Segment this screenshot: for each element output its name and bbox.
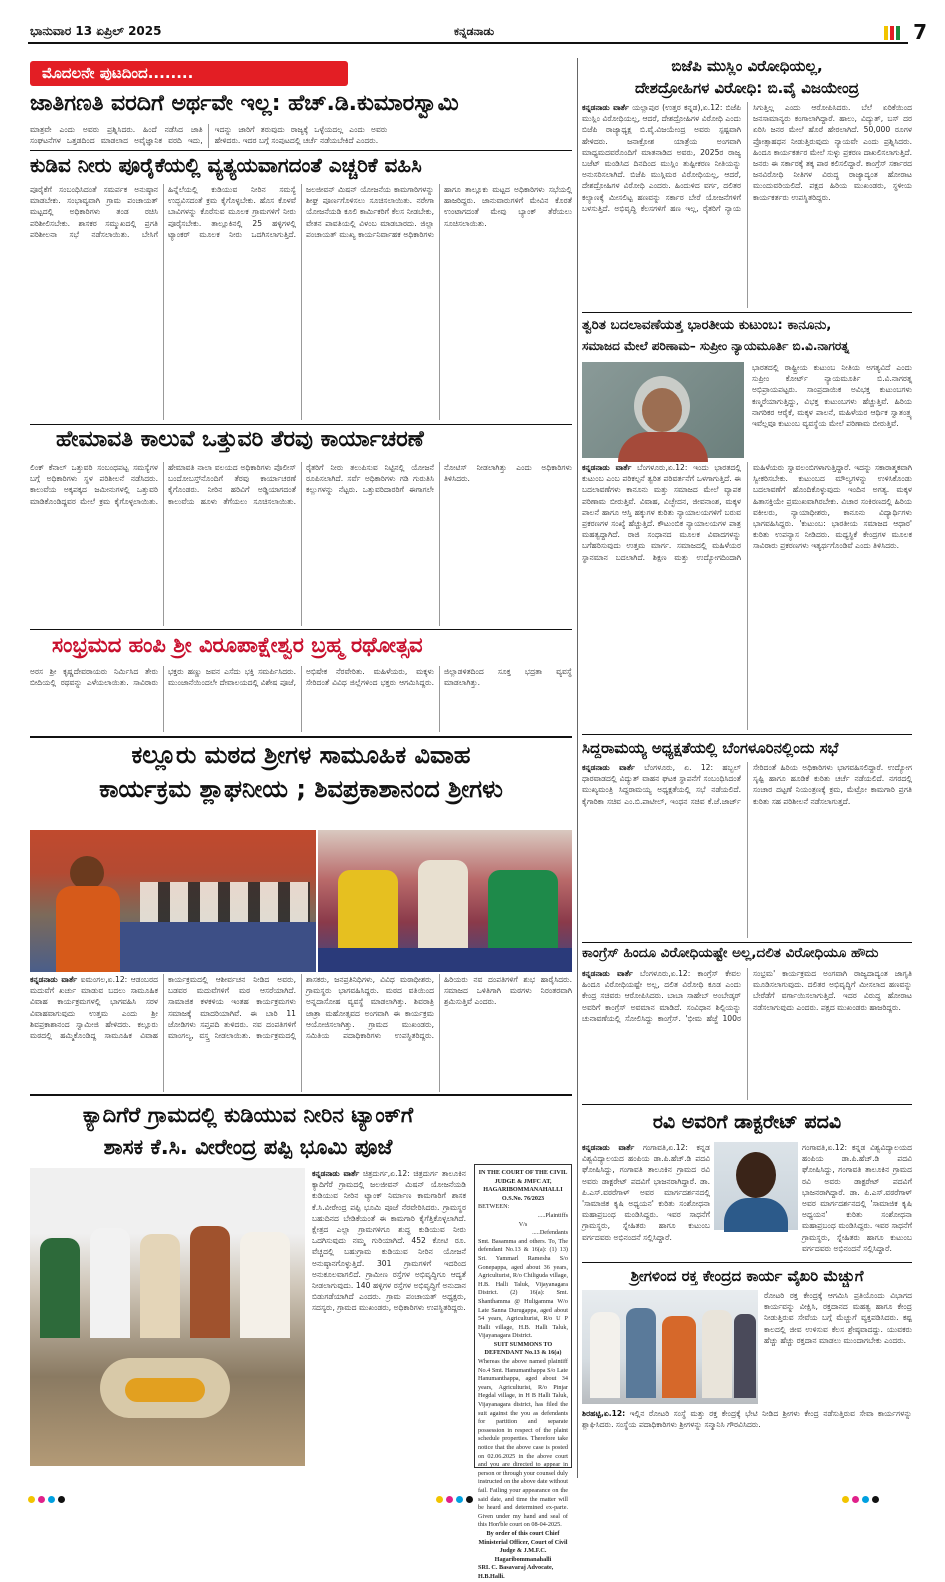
body-kalluru: ಕನ್ನಡನಾಡು ವಾರ್ತೆ ಐಮಂಗಲ,ಏ.12: ಆಡಂಬರದ ಮದುವೆಗೆ ಖರ್ಚು ಮಾಡುವ ಬದಲು ಸಾಮೂಹಿಕ ವಿವಾಹ ಕಾರ್ಯಕ್ರಮಗಳಲ್ಲಿ ಭಾಗವಹಿಸಿ ಸರಳ ವಿವಾಹವಾಗುವುದು ಉತ್ತಮ ಎಂದು ಶ್ರೀ ಶಿವಪ್ರಕಾಶಾನಂದ ಸ್ವಾಮೀಜಿ ಹೇಳಿದರು. ಕಲ್ಲೂರು ಮಠದಲ್ಲಿ ಹಮ್ಮಿಕೊಂಡಿದ್ದ ಸಾಮೂಹಿಕ ವಿವಾಹ ಕಾರ್ಯಕ್ರಮದಲ್ಲಿ ಆಶೀರ್ವಚನ ನೀಡಿದ ಅವರು, ಬಡವರ ಮದುವೆಗಳಿಗೆ ಮಠ ಆಸರೆಯಾಗಿದೆ. ಸಾಮಾಜಿಕ ಕಳಕಳಿಯ ಇಂತಹ ಕಾರ್ಯಕ್ರಮಗಳು ಸಮಾಜಕ್ಕೆ ಮಾದರಿಯಾಗಿವೆ. ಈ ಬಾರಿ 11 ಜೋಡಿಗಳು ಸಪ್ತಪದಿ ತುಳಿದರು. ನವ ದಂಪತಿಗಳಿಗೆ ಮಾಂಗಲ್ಯ, ವಸ್ತ್ರ ನೀಡಲಾಯಿತು. ಕಾರ್ಯಕ್ರಮದಲ್ಲಿ ಶಾಸಕರು, ಜನಪ್ರತಿನಿಧಿಗಳು, ವಿವಿಧ ಮಠಾಧೀಶರು, ಗ್ರಾಮಸ್ಥರು ಭಾಗವಹಿಸಿದ್ದರು. ಮಠದ ವತಿಯಿಂದ ಅನ್ನದಾಸೋಹ ವ್ಯವಸ್ಥೆ ಮಾಡಲಾಗಿತ್ತು. ಶಿವರಾತ್ರಿ ಜಾತ್ರಾ ಮಹೋತ್ಸವದ ಅಂಗವಾಗಿ ಈ ಕಾರ್ಯಕ್ರಮ ಆಯೋಜಿಸಲಾಗಿತ್ತು. ಗ್ರಾಮದ ಮುಖಂಡರು, ಸಮಿತಿಯ ಪದಾಧಿಕಾರಿಗಳು ಉಪಸ್ಥಿತರಿದ್ದರು. ಹಿರಿಯರು ನವ ದಂಪತಿಗಳಿಗೆ ಶುಭ ಹಾರೈಸಿದರು. ಸಮಾಜದ ಒಳಿತಿಗಾಗಿ ಮಠಗಳು ನಿರಂತರವಾಗಿ ಶ್ರಮಿಸುತ್ತಿವೆ ಎಂದರು. bbox=[30, 975, 572, 1041]
byline-bjp: ಕನ್ನಡನಾಡು ವಾರ್ತೆ bbox=[582, 103, 629, 112]
rule bbox=[30, 1094, 572, 1096]
headline-kalluru-line2: ಕಾರ್ಯಕ್ರಮ ಶ್ಲಾಘನೀಯ ; ಶಿವಪ್ರಕಾಶಾನಂದ ಶ್ರೀಗಳು bbox=[99, 775, 503, 803]
page-tab-stripes bbox=[884, 26, 912, 40]
body-bjp: ಕನ್ನಡನಾಡು ವಾರ್ತೆ ಯಲ್ಲಾಪುರ (ಉತ್ತರ ಕನ್ನಡ),ಏ.12: ಬಿಜೆಪಿ ಮುಸ್ಲಿಂ ವಿರೋಧಿಯಲ್ಲ, ಆದರೆ, ದೇಶದ್ರೋಹಿಗಳ ವಿರೋಧಿ ಎಂದು ಬಿಜೆಪಿ ರಾಜ್ಯಾಧ್ಯಕ್ಷ ಬಿ.ವೈ.ವಿಜಯೇಂದ್ರ ಅವರು ಸ್ಪಷ್ಟವಾಗಿ ಹೇಳಿದರು. ಜನಾಕ್ರೋಶ ಯಾತ್ರೆಯ ಅಂಗವಾಗಿ ಮಾಧ್ಯಮದವರೊಂದಿಗೆ ಮಾತನಾಡಿದ ಅವರು, 2025ರ ರಾಜ್ಯ ಬಜೆಟ್ ಮಂಡಿಸಿದ ದಿನದಿಂದ ಮುಸ್ಲಿಂ ತುಷ್ಟೀಕರಣ ನೀತಿಯನ್ನು ಅನುಸರಿಸಲಾಗಿದೆ. ಬಿಜೆಪಿ ಮುಸ್ಲಿಮರ ವಿರೋಧಿಯಲ್ಲ, ಆದರೆ, ದೇಶದ್ರೋಹಿಗಳ ವಿರೋಧಿ ಎಂದರು. ಹಿಂದುಳಿದ ವರ್ಗ, ದಲಿತರ ಕಲ್ಯಾಣಕ್ಕೆ ಮೀಸಲಿಟ್ಟ ಹಣವನ್ನು ಸರ್ಕಾರ ಬೇರೆ ಯೋಜನೆಗಳಿಗೆ ಬಳಸುತ್ತಿದೆ. ಅಭಿವೃದ್ಧಿ ಕೆಲಸಗಳಿಗೆ ಹಣ ಇಲ್ಲ, ರೈತರಿಗೆ ನ್ಯಾಯ ಸಿಗುತ್ತಿಲ್ಲ ಎಂದು ಆರೋಪಿಸಿದರು. ಬೆಲೆ ಏರಿಕೆಯಿಂದ ಜನಸಾಮಾನ್ಯರು ಕಂಗಾಲಾಗಿದ್ದಾರೆ. ಹಾಲು, ವಿದ್ಯುತ್, ಬಸ್ ದರ ಏರಿಸಿ ಜನರ ಮೇಲೆ ಹೊರೆ ಹೇರಲಾಗಿದೆ. 50,000 ರೂಗಳ ಪ್ರೋತ್ಸಾಹಧನ ನೀಡುತ್ತಿರುವುದು ನ್ಯಾಯವೇ ಎಂದು ಪ್ರಶ್ನಿಸಿದರು. ಹಿಂದೂ ಕಾರ್ಯಕರ್ತರ ಮೇಲೆ ಸುಳ್ಳು ಪ್ರಕರಣ ದಾಖಲಿಸಲಾಗುತ್ತಿದೆ. ಜನರು ಈ ಸರ್ಕಾರಕ್ಕೆ ತಕ್ಕ ಪಾಠ ಕಲಿಸಲಿದ್ದಾರೆ. ಕಾಂಗ್ರೆಸ್ ಸರ್ಕಾರದ ಜನವಿರೋಧಿ ನೀತಿಗಳ ವಿರುದ್ಧ ರಾಜ್ಯಾದ್ಯಂತ ಹೋರಾಟ ಮುಂದುವರಿಯಲಿದೆ. ಪಕ್ಷದ ಹಿರಿಯ ಮುಖಂಡರು, ಸ್ಥಳೀಯ ಕಾರ್ಯಕರ್ತರು ಉಪಸ್ಥಿತರಿದ್ದರು. bbox=[582, 103, 912, 213]
photo-seer-speaking bbox=[30, 830, 316, 972]
rule bbox=[582, 734, 912, 735]
body-family-right: ಭಾರತದಲ್ಲಿ ರಾಷ್ಟ್ರೀಯ ಕುಟುಂಬ ನೀತಿಯ ಅಗತ್ಯವಿದೆ ಎಂದು ಸುಪ್ರೀಂ ಕೋರ್ಟ್ ನ್ಯಾಯಮೂರ್ತಿ ಬಿ.ವಿ.ನಾಗರತ್ನ ಅಭಿಪ್ರಾಯಪಟ್ಟರು. ಸಾಂಪ್ರದಾಯಿಕ ಅವಿಭಕ್ತ ಕುಟುಂಬಗಳು ಕಣ್ಮರೆಯಾಗುತ್ತಿದ್ದು, ವಿಭಕ್ತ ಕುಟುಂಬಗಳು ಹೆಚ್ಚುತ್ತಿವೆ. ಹಿರಿಯ ನಾಗರಿಕರ ಆರೈಕೆ, ಮಕ್ಕಳ ಪಾಲನೆ, ಮಹಿಳೆಯರ ಆರ್ಥಿಕ ಸ್ವಾತಂತ್ರ್ಯ ಇವೆಲ್ಲವೂ ಕುಟುಂಬ ವ್ಯವಸ್ಥೆಯ ಮೇಲೆ ಪರಿಣಾಮ ಬೀರುತ್ತಿವೆ. bbox=[752, 363, 912, 429]
court-case-number: O.S.No. 76/2023 bbox=[501, 1194, 545, 1202]
body-blood-bank-bottom: ಶಿರಹಟ್ಟಿ,ಏ.12: ಇಲ್ಲಿನ ರೋಟರಿ ಸಂಸ್ಥೆ ಮತ್ತು ರಕ್ತ ಕೇಂದ್ರಕ್ಕೆ ಭೇಟಿ ನೀಡಿದ ಶ್ರೀಗಳು ಕೇಂದ್ರ ನಡೆಸುತ್ತಿರುವ ಸೇವಾ ಕಾರ್ಯಗಳನ್ನು ಶ್ಲಾಘಿಸಿದರು. ಸಂಸ್ಥೆಯ ಪದಾಧಿಕಾರಿಗಳು ಶ್ರೀಗಳನ್ನು ಸನ್ಮಾನಿಸಿ ಗೌರವಿಸಿದರು. bbox=[582, 1409, 912, 1430]
headline-kyadigere-line2: ಶಾಸಕ ಕೆ.ಸಿ. ವೀರೇಂದ್ರ ಪಪ್ಪಿ ಭೂಮಿ ಪೂಜೆ bbox=[103, 1135, 393, 1159]
headline-family-line2: ಸಮಾಜದ ಮೇಲೆ ಪರಿಣಾಮ– ಸುಪ್ರೀಂ ನ್ಯಾಯಮೂರ್ತಿ ಬಿ.ವಿ.ನಾಗರತ್ನ bbox=[582, 339, 850, 353]
headline-ravi: ರವಿ ಅವರಿಗೆ ಡಾಕ್ಟರೇಟ್ ಪದವಿ bbox=[652, 1111, 842, 1133]
issue-date: ಭಾನುವಾರ 13 ಏಪ್ರಿಲ್ 2025 bbox=[30, 24, 162, 38]
byline-congress: ಕನ್ನಡನಾಡು ವಾರ್ತೆ bbox=[582, 969, 633, 978]
court-body: Smt. Basamma and others. To, The defendant No.13 & 16(a): (1) 13) Sri. Yammarl Ramesha S/o Gonepappa, aged about 36 years, Agriculturist, R/o Chiliguda village, H.B. Halli Taluk, Vijayanagara District. (2) 16(a): Smt. Shanthamma @ Huligamma W/o Late Sanna Durugappa, aged about 54 years, Agriculturist, R/o U P Halli village, H.B. Halli Taluk, Vijayanagara District. bbox=[478, 1237, 568, 1340]
page-number: 7 bbox=[913, 20, 927, 44]
body-congress: ಕನ್ನಡನಾಡು ವಾರ್ತೆ ಬೆಂಗಳೂರು,ಏ.12: ಕಾಂಗ್ರೆಸ್ ಕೇವಲ ಹಿಂದೂ ವಿರೋಧಿಯಷ್ಟೇ ಅಲ್ಲ, ದಲಿತ ವಿರೋಧಿ ಕೂಡ ಎಂದು ಕೇಂದ್ರ ಸಚಿವರು ಆರೋಪಿಸಿದರು. ಬಾಬಾ ಸಾಹೇಬ್ ಅಂಬೇಡ್ಕರ್ ಅವರಿಗೆ ಕಾಂಗ್ರೆಸ್ ಅವಮಾನ ಮಾಡಿದೆ. ಸಂವಿಧಾನ ಶಿಲ್ಪಿಯನ್ನು ಚುನಾವಣೆಯಲ್ಲಿ ಸೋಲಿಸಿದ್ದು ಕಾಂಗ್ರೆಸ್. 'ಭೀಮ ಹೆಜ್ಜೆ 100ರ ಸಂಭ್ರಮ' ಕಾರ್ಯಕ್ರಮದ ಅಂಗವಾಗಿ ರಾಜ್ಯದಾದ್ಯಂತ ಜಾಗೃತಿ ಮೂಡಿಸಲಾಗುವುದು. ದಲಿತರ ಅಭಿವೃದ್ಧಿಗೆ ಮೀಸಲಾದ ಹಣವನ್ನು ಬೇರೆಡೆಗೆ ವರ್ಗಾಯಿಸಲಾಗುತ್ತಿದೆ. ಇದರ ವಿರುದ್ಧ ಹೋರಾಟ ನಡೆಸಲಾಗುವುದು ಎಂದರು. ಪಕ್ಷದ ಮುಖಂಡರು ಹಾಜರಿದ್ದರು. bbox=[582, 969, 912, 1023]
body-kumaraswamy: ಮಾತ್ರವೇ ಎಂದು ಅವರು ಪ್ರಶ್ನಿಸಿದರು. ಹಿಂದೆ ನಡೆಸಿದ ಜಾತಿ ಸಂಘಟನೆಗಳ ಒತ್ತಡದಿಂದ ಮಾಡಲಾದ ಅವೈಜ್ಞಾನಿಕ ವರದಿ ಇದು, ಇದನ್ನು ಜಾರಿಗೆ ತರುವುದು ರಾಜ್ಯಕ್ಕೆ ಒಳ್ಳೆಯದಲ್ಲ ಎಂದು ಅವರು ಹೇಳಿದರು. ಇದರ ಬಗ್ಗೆ ಸಂಪುಟದಲ್ಲಿ ಚರ್ಚೆ ನಡೆಯಬೇಕಿದೆ ಎಂದರು. bbox=[30, 125, 388, 146]
headline-hampi: ಸಂಭ್ರಮದ ಹಂಪಿ ಶ್ರೀ ವಿರೂಪಾಕ್ಷೇಶ್ವರ ಬ್ರಹ್ಮ ರಥೋತ್ಸವ bbox=[52, 633, 423, 657]
byline-siddaramaiah: ಕನ್ನಡನಾಡು ವಾರ್ತೆ bbox=[582, 763, 635, 772]
byline-family: ಕನ್ನಡನಾಡು ವಾರ್ತೆ bbox=[582, 463, 632, 472]
body-siddaramaiah: ಕನ್ನಡನಾಡು ವಾರ್ತೆ ಬೆಂಗಳೂರು, ಏ. 12: ಹಬ್ಬಲ್ ಧಾರವಾಡದಲ್ಲಿ ವಿದ್ಯುತ್ ವಾಹನ ಘಟಕ ಸ್ಥಾಪನೆಗೆ ಸಂಬಂಧಿಸಿದಂತೆ ಮುಖ್ಯಮಂತ್ರಿ ಸಿದ್ದರಾಮಯ್ಯ ಅಧ್ಯಕ್ಷತೆಯಲ್ಲಿ ಸಭೆ ನಡೆಯಲಿದೆ. ಕೈಗಾರಿಕಾ ಸಚಿವ ಎಂ.ಬಿ.ಪಾಟೀಲ್, ಇಂಧನ ಸಚಿವ ಕೆ.ಜೆ.ಜಾರ್ಜ್ ಸೇರಿದಂತೆ ಹಿರಿಯ ಅಧಿಕಾರಿಗಳು ಭಾಗವಹಿಸಲಿದ್ದಾರೆ. ಉದ್ಯೋಗ ಸೃಷ್ಟಿ ಹಾಗೂ ಹೂಡಿಕೆ ಕುರಿತು ಚರ್ಚೆ ನಡೆಯಲಿದೆ. ನಗರದಲ್ಲಿ ಸಂಚಾರ ದಟ್ಟಣೆ ನಿಯಂತ್ರಣಕ್ಕೆ ಕ್ರಮ, ಮೆಟ್ರೋ ಕಾಮಗಾರಿ ಪ್ರಗತಿ ಕುರಿತು ಸಹ ಪರಿಶೀಲನೆ ನಡೆಸಲಾಗುತ್ತದೆ. bbox=[582, 763, 912, 806]
rule bbox=[30, 150, 572, 151]
court-title: IN THE COURT OF THE CIVIL JUDGE & JMFC AT, HAGARIBOMMANAHALLI bbox=[478, 1169, 568, 1194]
rule bbox=[582, 312, 912, 313]
headline-hemavathi: ಹೇಮಾವತಿ ಕಾಲುವೆ ಒತ್ತುವರಿ ತೆರವು ಕಾರ್ಯಾಚರಣೆ bbox=[56, 427, 424, 452]
headline-bjp-line1: ಬಿಜೆಪಿ ಮುಸ್ಲಿಂ ವಿರೋಧಿಯಲ್ಲ, bbox=[671, 57, 823, 75]
headline-bjp-line2: ದೇಶದ್ರೋಹಿಗಳ ವಿರೋಧಿ: ಬಿ.ವೈ ವಿಜಯೇಂದ್ರ bbox=[635, 79, 859, 97]
body-hampi: ಅರಸ ಶ್ರೀ ಕೃಷ್ಣದೇವರಾಯರು ನಿರ್ಮಿಸಿದ ತೇರು ಬೀದಿಯಲ್ಲಿ ರಥವನ್ನು ಎಳೆಯಲಾಯಿತು. ಸಾವಿರಾರು ಭಕ್ತರು ಹಣ್ಣು ಜವನ ಎಸೆದು ಭಕ್ತಿ ಸಮರ್ಪಿಸಿದರು. ಮುಂಜಾನೆಯಿಂದಲೇ ದೇವಾಲಯದಲ್ಲಿ ವಿಶೇಷ ಪೂಜೆ, ಅಭಿಷೇಕ ನೆರವೇರಿತು. ಮಹಿಳೆಯರು, ಮಕ್ಕಳು ಸೇರಿದಂತೆ ವಿವಿಧ ಜಿಲ್ಲೆಗಳಿಂದ ಭಕ್ತರು ಆಗಮಿಸಿದ್ದರು. ಜಿಲ್ಲಾಡಳಿತದಿಂದ ಸೂಕ್ತ ಭದ್ರತಾ ವ್ಯವಸ್ಥೆ ಮಾಡಲಾಗಿತ್ತು. bbox=[30, 667, 572, 688]
body-ravi-right: ಗಂಗಾವತಿ,ಏ.12: ಕನ್ನಡ ವಿಶ್ವವಿದ್ಯಾಲಯದ ಹಂಪಿಯ ಡಾ.ಪಿ.ಹೆಚ್.ಡಿ ಪದವಿ ಘೋಷಿಸಿದ್ದು, ಗಂಗಾವತಿ ತಾಲೂಕಿನ ಗ್ರಾಮದ ರವಿ ಅವರು ಡಾಕ್ಟರೇಟ್ ಪದವಿಗೆ ಭಾಜನರಾಗಿದ್ದಾರೆ. ಡಾ. ಪಿ.ಎಸ್.ವಠರೆಗಾಳ್ ಅವರ ಮಾರ್ಗದರ್ಶನದಲ್ಲಿ 'ಸಾಮಾಜಿಕ ಕೃಷಿ ಅಧ್ಯಯನ' ಕುರಿತು ಸಂಶೋಧನಾ ಮಹಾಪ್ರಬಂಧ ಮಂಡಿಸಿದ್ದರು. ಇವರ ಸಾಧನೆಗೆ ಗ್ರಾಮಸ್ಥರು, ಸ್ನೇಹಿತರು ಹಾಗೂ ಕುಟುಂಬ ವರ್ಗದವರು ಅಭಿನಂದನೆ ಸಲ್ಲಿಸಿದ್ದಾರೆ. bbox=[802, 1143, 912, 1253]
page-header bbox=[14, 14, 931, 62]
header-rule bbox=[28, 42, 908, 44]
court-vs: V/s bbox=[518, 1220, 528, 1228]
rule bbox=[30, 424, 572, 425]
court-advocate: SRI. C. Basavaraj Advocate, H.B.Halli. bbox=[478, 1564, 554, 1580]
court-notice bbox=[474, 1164, 572, 1580]
body-ravi-left: ಕನ್ನಡನಾಡು ವಾರ್ತೆ ಗಂಗಾವತಿ,ಏ.12: ಕನ್ನಡ ವಿಶ್ವವಿದ್ಯಾಲಯದ ಹಂಪಿಯ ಡಾ.ಪಿ.ಹೆಚ್.ಡಿ ಪದವಿ ಘೋಷಿಸಿದ್ದು, ಗಂಗಾವತಿ ತಾಲೂಕಿನ ಗ್ರಾಮದ ರವಿ ಅವರು ಡಾಕ್ಟರೇಟ್ ಪದವಿಗೆ ಭಾಜನರಾಗಿದ್ದಾರೆ. ಡಾ. ಪಿ.ಎಸ್.ವಠರೆಗಾಳ್ ಅವರ ಮಾರ್ಗದರ್ಶನದಲ್ಲಿ 'ಸಾಮಾಜಿಕ ಕೃಷಿ ಅಧ್ಯಯನ' ಕುರಿತು ಸಂಶೋಧನಾ ಮಹಾಪ್ರಬಂಧ ಮಂಡಿಸಿದ್ದರು. ಇವರ ಸಾಧನೆಗೆ ಗ್ರಾಮಸ್ಥರು, ಸ್ನೇಹಿತರು ಹಾಗೂ ಕುಟುಂಬ ವರ್ಗದವರು ಅಭಿನಂದನೆ ಸಲ್ಲಿಸಿದ್ದಾರೆ. bbox=[582, 1143, 710, 1242]
column-divider bbox=[577, 58, 578, 1478]
headline-kumaraswamy: ಜಾತಿಗಣತಿ ವರದಿಗೆ ಅರ್ಥವೇ ಇಲ್ಲ: ಹೆಚ್.ಡಿ.ಕುಮಾರಸ್ವಾಮಿ bbox=[30, 91, 459, 116]
headline-drinking-water: ಕುಡಿವ ನೀರು ಪೂರೈಕೆಯಲ್ಲಿ ವ್ಯತ್ಯಯವಾಗದಂತೆ ಎಚ್ಚರಿಕೆ ವಹಿಸಿ bbox=[30, 153, 422, 177]
headline-blood-bank: ಶ್ರೀಗಳಿಂದ ರಕ್ತ ಕೇಂದ್ರದ ಕಾರ್ಯ ವೈಖರಿ ಮೆಚ್ಚುಗೆ bbox=[630, 1267, 864, 1285]
photo-bhoomi-pooja bbox=[30, 1168, 305, 1466]
headline-congress: ಕಾಂಗ್ರೆಸ್ ಹಿಂದೂ ವಿರೋಧಿಯಷ್ಟೇ ಅಲ್ಲ,ದಲಿತ ವಿರೋಧಿಯೂ ಹೌದು bbox=[582, 945, 879, 961]
photo-blood-bank bbox=[582, 1290, 758, 1404]
rule bbox=[30, 629, 572, 630]
byline-ravi: ಕನ್ನಡನಾಡು ವಾರ್ತೆ bbox=[582, 1143, 635, 1152]
body-blood-bank-right: ರೋಟರಿ ರಕ್ತ ಕೇಂದ್ರಕ್ಕೆ ಆಗಮಿಸಿ ಪ್ರತಿಯೊಂದು ವಿಭಾಗದ ಕಾರ್ಯವನ್ನು ವೀಕ್ಷಿಸಿ, ರಕ್ತದಾನದ ಮಹತ್ವ ಹಾಗೂ ಕೇಂದ್ರ ನೀಡುತ್ತಿರುವ ಸೇವೆಯ ಬಗ್ಗೆ ಮೆಚ್ಚುಗೆ ವ್ಯಕ್ತಪಡಿಸಿದರು. ಕಷ್ಟ ಕಾಲದಲ್ಲಿ ಜೀವ ಉಳಿಸುವ ಕೆಲಸ ಶ್ರೇಷ್ಠವಾದದ್ದು. ಯುವಕರು ಹೆಚ್ಚು ಹೆಚ್ಚು ರಕ್ತದಾನ ಮಾಡಲು ಮುಂದಾಗಬೇಕು ಎಂದರು. bbox=[764, 1291, 912, 1345]
photo-mass-wedding bbox=[318, 830, 572, 972]
byline-kyadigere: ಕನ್ನಡನಾಡು ವಾರ್ತೆ bbox=[312, 1169, 360, 1178]
court-between: BETWEEN: bbox=[478, 1203, 510, 1211]
body-kyadigere: ಕನ್ನಡನಾಡು ವಾರ್ತೆ ಚಿತ್ರದುರ್ಗ,ಏ.12: ಚಿತ್ರದುರ್ಗ ತಾಲೂಕಿನ ಕ್ಯಾದಿಗೆರೆ ಗ್ರಾಮದಲ್ಲಿ ಜಲಜೀವನ್ ಮಿಷನ್ ಯೋಜನೆಯಡಿ ಕುಡಿಯುವ ನೀರಿನ ಟ್ಯಾಂಕ್ ನಿರ್ಮಾಣ ಕಾಮಗಾರಿಗೆ ಶಾಸಕ ಕೆ.ಸಿ.ವೀರೇಂದ್ರ ಪಪ್ಪಿ ಭೂಮಿ ಪೂಜೆ ನೆರವೇರಿಸಿದರು. ಗ್ರಾಮಸ್ಥರ ಬಹುದಿನದ ಬೇಡಿಕೆಯಂತೆ ಈ ಕಾಮಗಾರಿ ಕೈಗೆತ್ತಿಕೊಳ್ಳಲಾಗಿದೆ. ಕ್ಷೇತ್ರದ ಎಲ್ಲಾ ಗ್ರಾಮಗಳಿಗೂ ಶುದ್ಧ ಕುಡಿಯುವ ನೀರು ಒದಗಿಸುವುದು ನಮ್ಮ ಗುರಿಯಾಗಿದೆ. 452 ಕೋಟಿ ರೂ. ವೆಚ್ಚದಲ್ಲಿ ಬಹುಗ್ರಾಮ ಕುಡಿಯುವ ನೀರಿನ ಯೋಜನೆ ಅನುಷ್ಠಾನಗೊಳ್ಳುತ್ತಿದೆ. 301 ಗ್ರಾಮಗಳಿಗೆ ಇದರಿಂದ ಅನುಕೂಲವಾಗಲಿದೆ. ಗ್ರಾಮೀಣ ರಸ್ತೆಗಳ ಅಭಿವೃದ್ಧಿಗೂ ಆದ್ಯತೆ ನೀಡಲಾಗುವುದು. 140 ಹಳ್ಳಿಗಳ ರಸ್ತೆಗಳ ಅಭಿವೃದ್ಧಿಗೆ ಅನುದಾನ ಬಿಡುಗಡೆಯಾಗಿದೆ ಎಂದರು. ಗ್ರಾಮ ಪಂಚಾಯತ್ ಅಧ್ಯಕ್ಷರು, ಸದಸ್ಯರು, ಗ್ರಾಮದ ಮುಖಂಡರು, ಅಧಿಕಾರಿಗಳು ಉಪಸ್ಥಿತರಿದ್ದರು. bbox=[312, 1169, 466, 1313]
body-hemavathi: ಲಿಂಕ್ ಕೆನಾಲ್ ಒತ್ತುವರಿ ಸಂಬಂಧಪಟ್ಟ ಸಮಸ್ಯೆಗಳ ಬಗ್ಗೆ ಅಧಿಕಾರಿಗಳು ಸ್ಥಳ ಪರಿಶೀಲನೆ ನಡೆಸಿದರು. ಕಾಲುವೆಯ ಅಕ್ಕಪಕ್ಕದ ಜಮೀನುಗಳಲ್ಲಿ ಒತ್ತುವರಿ ಮಾಡಿಕೊಂಡಿದ್ದವರ ಮೇಲೆ ಕ್ರಮ ಕೈಗೊಳ್ಳಲಾಯಿತು. ಹೇಮಾವತಿ ನಾಲಾ ವಲಯದ ಅಧಿಕಾರಿಗಳು ಪೊಲೀಸ್ ಬಂದೋಬಸ್ತ್‌ನೊಂದಿಗೆ ತೆರವು ಕಾರ್ಯಾಚರಣೆ ಕೈಗೊಂಡರು. ನೀರಿನ ಹರಿವಿಗೆ ಅಡ್ಡಿಯಾಗದಂತೆ ಕಾಲುವೆಯ ಹೂಳು ತೆಗೆಯಲು ಸೂಚಿಸಲಾಯಿತು. ರೈತರಿಗೆ ನೀರು ತಲುಪಿಸುವ ನಿಟ್ಟಿನಲ್ಲಿ ಯೋಜನೆ ರೂಪಿಸಲಾಗಿದೆ. ಸರ್ವೆ ಅಧಿಕಾರಿಗಳು ಗಡಿ ಗುರುತಿಸಿ ಕಲ್ಲುಗಳನ್ನು ನೆಟ್ಟರು. ಒತ್ತುವರಿದಾರರಿಗೆ ಈಗಾಗಲೇ ನೋಟಿಸ್ ನೀಡಲಾಗಿತ್ತು ಎಂದು ಅಧಿಕಾರಿಗಳು ತಿಳಿಸಿದರು. bbox=[30, 463, 572, 506]
registration-marks-left bbox=[28, 1488, 108, 1498]
rule bbox=[582, 1262, 912, 1263]
byline-blood-bank: ಶಿರಹಟ್ಟಿ,ಏ.12: bbox=[582, 1409, 626, 1418]
body-drinking-water: ಪೂರೈಕೆಗೆ ಸಂಬಂಧಿಸಿದಂತೆ ಸಮರ್ಪಕ ಅನುಷ್ಠಾನ ಮಾಡಬೇಕು. ಸಂಭಾವ್ಯವಾಗಿ ಗ್ರಾಮ ಪಂಚಾಯತ್ ಮಟ್ಟದಲ್ಲಿ ಅಧಿಕಾರಿಗಳು ತಂಡ ರಚಿಸಿ ಪರಿಶೀಲಿಸಬೇಕು. ಶಾಸಕರ ಸಮ್ಮುಖದಲ್ಲಿ ಪ್ರಗತಿ ಪರಿಶೀಲನಾ ಸಭೆ ನಡೆಸಲಾಯಿತು. ಬೇಸಿಗೆ ಹಿನ್ನೆಲೆಯಲ್ಲಿ ಕುಡಿಯುವ ನೀರಿನ ಸಮಸ್ಯೆ ಉದ್ಭವಿಸದಂತೆ ಕ್ರಮ ಕೈಗೊಳ್ಳಬೇಕು. ಹೊಸ ಕೊಳವೆ ಬಾವಿಗಳನ್ನು ಕೊರೆಸುವ ಮೂಲಕ ಗ್ರಾಮಗಳಿಗೆ ನೀರು ಪೂರೈಸಬೇಕು. ತಾಲ್ಲೂಕಿನಲ್ಲಿ 25 ಹಳ್ಳಿಗಳಲ್ಲಿ ಟ್ಯಾಂಕರ್ ಮೂಲಕ ನೀರು ಒದಗಿಸಲಾಗುತ್ತಿದೆ. ಜಲಜೀವನ್ ಮಿಷನ್ ಯೋಜನೆಯ ಕಾಮಗಾರಿಗಳನ್ನು ಶೀಘ್ರ ಪೂರ್ಣಗೊಳಿಸಲು ಸೂಚಿಸಲಾಯಿತು. ನರೇಗಾ ಯೋಜನೆಯಡಿ ಕೂಲಿ ಕಾರ್ಮಿಕರಿಗೆ ಕೆಲಸ ನೀಡಬೇಕು, ವೇತನ ಪಾವತಿಯಲ್ಲಿ ವಿಳಂಬ ಮಾಡಬಾರದು. ಜಿಲ್ಲಾ ಪಂಚಾಯತ್ ಮುಖ್ಯ ಕಾರ್ಯನಿರ್ವಾಹಕ ಅಧಿಕಾರಿಗಳು ಹಾಗೂ ತಾಲ್ಲೂಕು ಮಟ್ಟದ ಅಧಿಕಾರಿಗಳು ಸಭೆಯಲ್ಲಿ ಹಾಜರಿದ್ದರು. ಜಾನುವಾರುಗಳಿಗೆ ಮೇವಿನ ಕೊರತೆ ಉಂಟಾಗದಂತೆ ಮೇವು ಬ್ಯಾಂಕ್ ತೆರೆಯಲು ಸೂಚಿಸಲಾಯಿತು. bbox=[30, 185, 572, 239]
section-banner: ಮೊದಲನೇ ಪುಟದಿಂದ........ bbox=[30, 61, 348, 86]
byline-kalluru: ಕನ್ನಡನಾಡು ವಾರ್ತೆ bbox=[30, 975, 78, 984]
headline-family-line1: ತ್ವರಿತ ಬದಲಾವಣೆಯತ್ತ ಭಾರತೀಯ ಕುಟುಂಬ: ಕಾನೂನು, bbox=[582, 317, 832, 333]
rule bbox=[582, 1104, 912, 1105]
court-order: By order of this court Chief Ministerial Officer, Court of Civil Judge & J.M.F.C. Hagaribommanahalli bbox=[478, 1529, 568, 1563]
registration-marks-center bbox=[436, 1488, 516, 1498]
court-defendants: .....Defendants bbox=[532, 1229, 568, 1237]
court-body2: Whereas the above named plaintiff No.4 Smt. Hanumanthappa S/o Late Hanumanthappa, aged about 34 years, Agriculturist, R/o Pinjar Hegdal village, in H B Halli Taluk, Vijayanagara district, has filed the suit against the you as defendants for partition and separate possession in respect of the plaint schedule properties. Therefore take notice that the above case is posted on 02.06.2025 in the above court and you are directed to appear in person or through your counsel duly instructed on the above date without fail. Failing your appearance on the said date, and time the matter will be heard and determined ex-parte. Given under my hand and seal of this Hon'ble court on 08-04-2025. bbox=[478, 1358, 568, 1529]
rule bbox=[582, 942, 912, 943]
rule bbox=[30, 736, 572, 738]
masthead: ಕನ್ನಡನಾಡು bbox=[454, 25, 495, 38]
court-plaintiffs: .....Plaintiffs bbox=[537, 1211, 568, 1219]
photo-ravi bbox=[714, 1142, 798, 1230]
court-summons: SUIT SUMMONS TO DEFENDANT No.13 & 16(a) bbox=[484, 1340, 562, 1357]
headline-siddaramaiah: ಸಿದ್ದರಾಮಯ್ಯ ಅಧ್ಯಕ್ಷತೆಯಲ್ಲಿ ಬೆಂಗಳೂರಿನಲ್ಲಿಂದು ಸಭೆ bbox=[582, 739, 839, 757]
headline-kyadigere-line1: ಕ್ಯಾದಿಗೆರೆ ಗ್ರಾಮದಲ್ಲಿ ಕುಡಿಯುವ ನೀರಿನ ಟ್ಯಾಂಕ್‌ಗೆ bbox=[82, 1103, 414, 1127]
headline-kalluru-line1: ಕಲ್ಲೂರು ಮಠದ ಶ್ರೀಗಳ ಸಾಮೂಹಿಕ ವಿವಾಹ bbox=[131, 741, 471, 769]
registration-marks-right bbox=[842, 1488, 922, 1498]
photo-justice-nagarathna bbox=[582, 362, 744, 458]
body-family: ಕನ್ನಡನಾಡು ವಾರ್ತೆ ಬೆಂಗಳೂರು,ಏ.12: ಇಂದು ಭಾರತದಲ್ಲಿ ಕುಟುಂಬ ಎಂಬ ಪರಿಕಲ್ಪನೆ ತ್ವರಿತ ಪರಿವರ್ತನೆಗೆ ಒಳಗಾಗುತ್ತಿದೆ. ಈ ಬದಲಾವಣೆಗಳು ಕಾನೂನು ಮತ್ತು ಸಮಾಜದ ಮೇಲೆ ವ್ಯಾಪಕ ಪರಿಣಾಮ ಬೀರುತ್ತಿವೆ. ವಿವಾಹ, ವಿಚ್ಛೇದನ, ಜೀವನಾಂಶ, ಮಕ್ಕಳ ಪಾಲನೆ ಹಾಗೂ ಆಸ್ತಿ ಹಕ್ಕುಗಳ ಕುರಿತು ನ್ಯಾಯಾಲಯಗಳಿಗೆ ಬರುವ ಪ್ರಕರಣಗಳ ಸಂಖ್ಯೆ ಹೆಚ್ಚುತ್ತಿದೆ. ಕೌಟುಂಬಿಕ ನ್ಯಾಯಾಲಯಗಳ ಪಾತ್ರ ಮಹತ್ವದ್ದಾಗಿದೆ. ರಾಜಿ ಸಂಧಾನದ ಮೂಲಕ ವಿವಾದಗಳನ್ನು ಬಗೆಹರಿಸುವುದು ಉತ್ತಮ ಮಾರ್ಗ. ಸಮಾಜದಲ್ಲಿ ಮಹಿಳೆಯರ ಸ್ಥಾನಮಾನ ಬದಲಾಗಿದೆ. ಶಿಕ್ಷಣ ಮತ್ತು ಉದ್ಯೋಗದಿಂದಾಗಿ ಮಹಿಳೆಯರು ಸ್ವಾವಲಂಬಿಗಳಾಗುತ್ತಿದ್ದಾರೆ. ಇದನ್ನು ಸಕಾರಾತ್ಮಕವಾಗಿ ಸ್ವೀಕರಿಸಬೇಕು. ಕುಟುಂಬದ ಮೌಲ್ಯಗಳನ್ನು ಉಳಿಸಿಕೊಂಡು ಬದಲಾವಣೆಗೆ ಹೊಂದಿಕೊಳ್ಳುವುದು ಇಂದಿನ ಅಗತ್ಯ. ಮಕ್ಕಳ ಹಿತಾಸಕ್ತಿಯೇ ಪ್ರಮುಖವಾಗಿರಬೇಕು. ವಿಚಾರ ಸಂಕಿರಣದಲ್ಲಿ ಹಿರಿಯ ವಕೀಲರು, ನ್ಯಾಯಾಧೀಶರು, ಕಾನೂನು ವಿದ್ಯಾರ್ಥಿಗಳು ಭಾಗವಹಿಸಿದ್ದರು. 'ಕುಟುಂಬ: ಭಾರತೀಯ ಸಮಾಜದ ಆಧಾರ' ಕುರಿತು ಉಪನ್ಯಾಸ ನೀಡಿದರು. ಮಧ್ಯಸ್ಥಿಕೆ ಕೇಂದ್ರಗಳ ಮೂಲಕ ಸಾವಿರಾರು ಪ್ರಕರಣಗಳು ಇತ್ಯರ್ಥಗೊಂಡಿವೆ ಎಂದು ತಿಳಿಸಿದರು. bbox=[582, 463, 912, 562]
